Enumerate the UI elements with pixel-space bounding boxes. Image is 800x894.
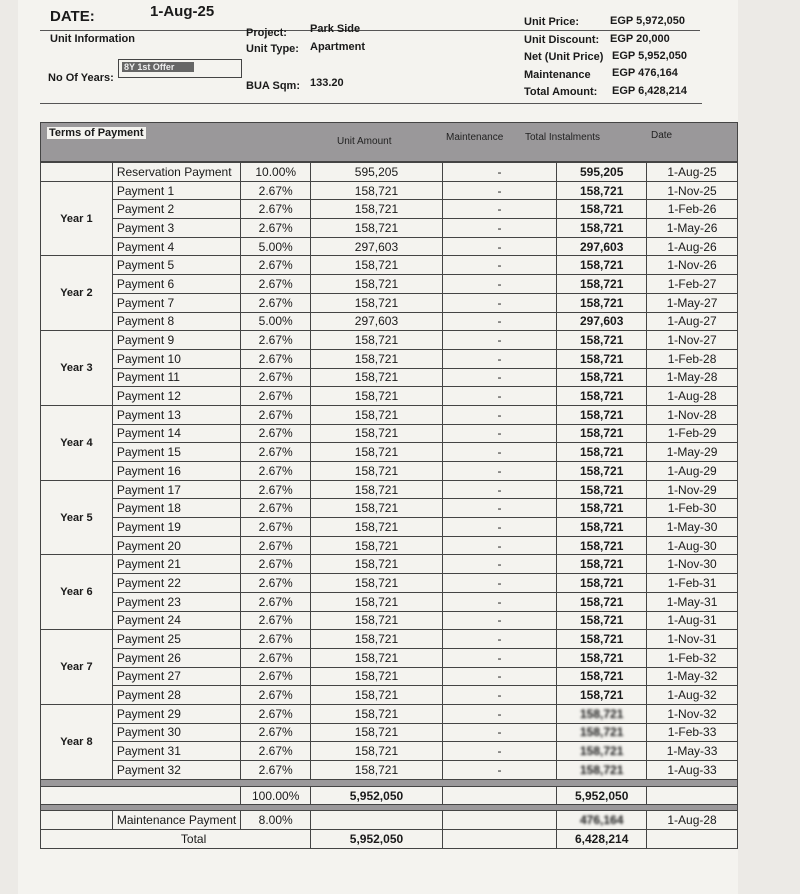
total-installment: 158,721 (557, 181, 647, 200)
table-row (41, 611, 738, 630)
payment-percent: 2.67% (241, 611, 311, 630)
payment-label: Payment 6 (112, 275, 240, 294)
payment-date: 1-Feb-30 (647, 499, 738, 518)
payment-date: 1-Nov-29 (647, 480, 738, 499)
table-row (41, 443, 738, 462)
table-row (41, 742, 738, 761)
net-unit-price-value: EGP 5,952,050 (612, 50, 688, 62)
payment-label: Payment 29 (112, 704, 240, 723)
payment-label: Payment 27 (112, 667, 240, 686)
table-row (41, 405, 738, 424)
payment-date: 1-Feb-28 (647, 349, 738, 368)
payment-percent: 2.67% (241, 256, 311, 275)
unit-amount: 158,721 (311, 368, 443, 387)
payment-percent: 5.00% (241, 312, 311, 331)
total-installment: 158,721 (557, 630, 647, 649)
total-installment: 158,721 (557, 368, 647, 387)
total-installment: 158,721 (557, 592, 647, 611)
payment-percent: 2.67% (241, 293, 311, 312)
maintenance-label: Maintenance Payment (112, 811, 240, 830)
unit-amount: 595,205 (311, 163, 443, 182)
header-divider (40, 30, 700, 31)
payment-date: 1-Aug-29 (647, 462, 738, 481)
payment-label: Payment 23 (112, 592, 240, 611)
table-row (41, 704, 738, 723)
years-label: No Of Years: (48, 72, 114, 84)
total-installment: 158,721 (557, 499, 647, 518)
unit-amount: 158,721 (311, 704, 443, 723)
payment-label: Payment 28 (112, 686, 240, 705)
payment-date: 1-Nov-26 (647, 256, 738, 275)
payment-label: Payment 8 (112, 312, 240, 331)
payment-date: 1-Feb-33 (647, 723, 738, 742)
maintenance-amount: - (442, 667, 556, 686)
payment-date: 1-May-31 (647, 592, 738, 611)
payment-date: 1-May-30 (647, 518, 738, 537)
year-label: Year 6 (41, 555, 113, 630)
maintenance-value: EGP 476,164 (612, 67, 678, 79)
payment-percent: 2.67% (241, 219, 311, 238)
total-maint-blank (442, 830, 556, 849)
payment-label: Payment 11 (112, 368, 240, 387)
table-row (41, 275, 738, 294)
payment-date: 1-Nov-25 (647, 181, 738, 200)
payment-date: 1-Aug-33 (647, 761, 738, 780)
payment-label: Payment 17 (112, 480, 240, 499)
maintenance-percent: 8.00% (241, 811, 311, 830)
payment-date: 1-Feb-32 (647, 648, 738, 667)
unit-amount: 158,721 (311, 200, 443, 219)
total-installment: 158,721 (557, 686, 647, 705)
payment-percent: 2.67% (241, 574, 311, 593)
total-amount: 5,952,050 (311, 830, 443, 849)
total-installment: 158,721 (557, 480, 647, 499)
year-label: Year 3 (41, 331, 113, 406)
table-row (41, 480, 738, 499)
header-bottom-line (40, 103, 702, 104)
date-label: DATE: (50, 8, 95, 25)
total-installment: 158,721 (557, 443, 647, 462)
payment-percent: 5.00% (241, 237, 311, 256)
net-unit-price-label: Net (Unit Price) (524, 51, 604, 63)
maintenance-amount: - (442, 686, 556, 705)
maintenance-amount: - (442, 219, 556, 238)
payment-date: 1-Aug-25 (647, 163, 738, 182)
col-date: Date (651, 130, 673, 141)
payment-percent: 2.67% (241, 592, 311, 611)
unit-amount: 158,721 (311, 592, 443, 611)
total-row (41, 830, 738, 849)
payment-date: 1-Feb-26 (647, 200, 738, 219)
payment-label: Payment 2 (112, 200, 240, 219)
unit-amount: 158,721 (311, 480, 443, 499)
maintenance-amount: - (442, 592, 556, 611)
total-installment: 158,721 (557, 574, 647, 593)
maintenance-maint-blank (442, 811, 556, 830)
total-installment: 158,721 (557, 536, 647, 555)
total-installment: 158,721 (557, 723, 647, 742)
unit-discount-value: EGP 20,000 (610, 33, 670, 45)
unit-amount: 158,721 (311, 424, 443, 443)
unit-price-value: EGP 5,972,050 (610, 15, 686, 27)
payment-date: 1-Nov-28 (647, 405, 738, 424)
payment-label: Payment 18 (112, 499, 240, 518)
maintenance-amount: - (442, 181, 556, 200)
payment-label: Payment 4 (112, 237, 240, 256)
unit-amount: 158,721 (311, 387, 443, 406)
payment-date: 1-May-32 (647, 667, 738, 686)
total-installment: 297,603 (557, 237, 647, 256)
bua-label: BUA Sqm: (246, 80, 300, 92)
year-cell-blank (41, 163, 113, 182)
payment-label: Payment 5 (112, 256, 240, 275)
unit-amount: 158,721 (311, 349, 443, 368)
payment-percent: 10.00% (241, 163, 311, 182)
unit-amount: 158,721 (311, 667, 443, 686)
payment-label: Payment 22 (112, 574, 240, 593)
payment-percent: 2.67% (241, 648, 311, 667)
total-installment: 158,721 (557, 648, 647, 667)
maintenance-amount: - (442, 163, 556, 182)
total-amount-value: EGP 6,428,214 (612, 85, 688, 97)
total-label: Total (41, 830, 311, 849)
table-row (41, 181, 738, 200)
payment-percent: 2.67% (241, 761, 311, 780)
maintenance-amount: - (442, 443, 556, 462)
maintenance-amount: - (442, 331, 556, 350)
table-row (41, 536, 738, 555)
table-row (41, 237, 738, 256)
maintenance-amount: - (442, 237, 556, 256)
table-row (41, 462, 738, 481)
payment-label: Payment 7 (112, 293, 240, 312)
table-row (41, 761, 738, 780)
maintenance-amount: - (442, 462, 556, 481)
payment-percent: 2.67% (241, 331, 311, 350)
total-installment: 158,721 (557, 742, 647, 761)
table-row (41, 349, 738, 368)
project-label: Project: (246, 27, 287, 39)
col-unit-amount: Unit Amount (337, 136, 392, 147)
unit-amount: 158,721 (311, 462, 443, 481)
payment-label: Payment 25 (112, 630, 240, 649)
payment-label: Payment 15 (112, 443, 240, 462)
maintenance-amount: - (442, 723, 556, 742)
payment-percent: 2.67% (241, 275, 311, 294)
table-row (41, 200, 738, 219)
sum-row (41, 786, 738, 805)
maintenance-amount: - (442, 574, 556, 593)
payment-percent: 2.67% (241, 555, 311, 574)
maintenance-amount: - (442, 480, 556, 499)
table-row (41, 387, 738, 406)
table-row (41, 163, 738, 182)
total-installment: 158,721 (557, 704, 647, 723)
payment-date: 1-Aug-32 (647, 686, 738, 705)
table-row (41, 331, 738, 350)
payment-date: 1-May-29 (647, 443, 738, 462)
payment-percent: 2.67% (241, 499, 311, 518)
maintenance-amount: - (442, 293, 556, 312)
table-row (41, 667, 738, 686)
table-row (41, 219, 738, 238)
table-row (41, 368, 738, 387)
total-installment: 297,603 (557, 312, 647, 331)
maintenance-label: Maintenance (524, 69, 591, 81)
unit-amount: 158,721 (311, 499, 443, 518)
payment-label: Payment 19 (112, 518, 240, 537)
date-value: 1-Aug-25 (150, 3, 215, 20)
sum-date-blank (647, 786, 738, 805)
maintenance-amount: - (442, 256, 556, 275)
total-installment: 158,721 (557, 219, 647, 238)
sum-blank (41, 786, 241, 805)
payment-label: Payment 3 (112, 219, 240, 238)
payment-label: Payment 9 (112, 331, 240, 350)
maintenance-amount: - (442, 761, 556, 780)
maintenance-amount: - (442, 499, 556, 518)
unit-amount: 158,721 (311, 293, 443, 312)
payment-percent: 2.67% (241, 630, 311, 649)
unit-amount: 158,721 (311, 219, 443, 238)
unit-amount: 158,721 (311, 611, 443, 630)
unit-amount: 158,721 (311, 742, 443, 761)
maintenance-amount: - (442, 611, 556, 630)
unit-amount: 297,603 (311, 237, 443, 256)
payment-label: Payment 21 (112, 555, 240, 574)
unit-amount: 158,721 (311, 443, 443, 462)
payment-percent: 2.67% (241, 181, 311, 200)
table-row (41, 555, 738, 574)
unit-amount: 158,721 (311, 405, 443, 424)
payment-date: 1-May-27 (647, 293, 738, 312)
unit-amount: 158,721 (311, 518, 443, 537)
payment-percent: 2.67% (241, 200, 311, 219)
table-row (41, 574, 738, 593)
table-row (41, 630, 738, 649)
table-row (41, 592, 738, 611)
table-row (41, 256, 738, 275)
payment-label: Payment 26 (112, 648, 240, 667)
unit-amount: 158,721 (311, 574, 443, 593)
maintenance-amount: - (442, 405, 556, 424)
payment-date: 1-Feb-31 (647, 574, 738, 593)
payment-rows (41, 163, 738, 849)
year-label: Year 8 (41, 704, 113, 779)
years-value: 8Y 1st Offer (122, 62, 194, 72)
payment-percent: 2.67% (241, 536, 311, 555)
unit-amount: 158,721 (311, 331, 443, 350)
payment-percent: 2.67% (241, 424, 311, 443)
maintenance-amount: - (442, 536, 556, 555)
payment-percent: 2.67% (241, 667, 311, 686)
payment-label: Payment 1 (112, 181, 240, 200)
year-label: Year 1 (41, 181, 113, 256)
terms-title: Terms of Payment (49, 127, 144, 139)
maintenance-amount: - (442, 312, 556, 331)
payment-percent: 2.67% (241, 349, 311, 368)
total-installment: 158,721 (557, 293, 647, 312)
unit-type-label: Unit Type: (246, 43, 299, 55)
terms-header-bar (40, 122, 738, 162)
maintenance-blank (41, 811, 113, 830)
payment-percent: 2.67% (241, 387, 311, 406)
maintenance-amount: - (442, 200, 556, 219)
total-installments: 6,428,214 (557, 830, 647, 849)
payment-label: Payment 10 (112, 349, 240, 368)
year-label: Year 2 (41, 256, 113, 331)
unit-amount: 158,721 (311, 723, 443, 742)
sum-maint-blank (442, 786, 556, 805)
table-row (41, 723, 738, 742)
payment-date: 1-Nov-27 (647, 331, 738, 350)
payment-date: 1-Nov-32 (647, 704, 738, 723)
maintenance-row (41, 811, 738, 830)
payment-date: 1-May-26 (647, 219, 738, 238)
sum-percent: 100.00% (241, 786, 311, 805)
payment-label: Payment 31 (112, 742, 240, 761)
years-field (118, 59, 242, 78)
maintenance-amount: - (442, 630, 556, 649)
payment-percent: 2.67% (241, 686, 311, 705)
unit-type-value: Apartment (310, 41, 366, 53)
payment-label: Payment 13 (112, 405, 240, 424)
table-row (41, 312, 738, 331)
maintenance-total: 476,164 (557, 811, 647, 830)
payment-date: 1-Aug-30 (647, 536, 738, 555)
table-row (41, 648, 738, 667)
total-installment: 158,721 (557, 331, 647, 350)
unit-amount: 158,721 (311, 536, 443, 555)
payment-label: Payment 24 (112, 611, 240, 630)
total-installment: 158,721 (557, 424, 647, 443)
total-installment: 158,721 (557, 275, 647, 294)
payment-percent: 2.67% (241, 462, 311, 481)
payment-date: 1-Nov-31 (647, 630, 738, 649)
unit-amount: 297,603 (311, 312, 443, 331)
table-row (41, 686, 738, 705)
payment-label: Payment 12 (112, 387, 240, 406)
unit-price-label: Unit Price: (524, 16, 580, 28)
total-amount-label: Total Amount: (524, 86, 598, 98)
total-installment: 158,721 (557, 518, 647, 537)
total-installment: 595,205 (557, 163, 647, 182)
payment-percent: 2.67% (241, 480, 311, 499)
maintenance-amount: - (442, 349, 556, 368)
payment-percent: 2.67% (241, 368, 311, 387)
payment-date: 1-Feb-29 (647, 424, 738, 443)
payment-percent: 2.67% (241, 742, 311, 761)
total-installment: 158,721 (557, 200, 647, 219)
unit-amount: 158,721 (311, 648, 443, 667)
payment-label: Payment 20 (112, 536, 240, 555)
maintenance-amount: - (442, 648, 556, 667)
total-installment: 158,721 (557, 555, 647, 574)
maintenance-amount: - (442, 275, 556, 294)
year-label: Year 4 (41, 405, 113, 480)
total-date-blank (647, 830, 738, 849)
payment-label: Payment 14 (112, 424, 240, 443)
maintenance-amount: - (442, 555, 556, 574)
maintenance-amount: - (442, 424, 556, 443)
maintenance-amount: - (442, 368, 556, 387)
table-row (41, 293, 738, 312)
payment-percent: 2.67% (241, 405, 311, 424)
payment-date: 1-Feb-27 (647, 275, 738, 294)
sum-total: 5,952,050 (557, 786, 647, 805)
year-label: Year 7 (41, 630, 113, 705)
unit-amount: 158,721 (311, 256, 443, 275)
col-maintenance: Maintenance (446, 132, 504, 143)
total-installment: 158,721 (557, 667, 647, 686)
payment-date: 1-Aug-28 (647, 387, 738, 406)
unit-information-label: Unit Information (50, 33, 135, 45)
total-installment: 158,721 (557, 256, 647, 275)
payment-date: 1-Aug-31 (647, 611, 738, 630)
table-row (41, 518, 738, 537)
payment-date: 1-Aug-27 (647, 312, 738, 331)
year-label: Year 5 (41, 480, 113, 555)
unit-amount: 158,721 (311, 181, 443, 200)
maintenance-amount: - (442, 704, 556, 723)
col-total-installments: Total Instalments (525, 132, 601, 143)
total-installment: 158,721 (557, 761, 647, 780)
maintenance-amount: - (442, 518, 556, 537)
payment-label: Payment 16 (112, 462, 240, 481)
unit-amount: 158,721 (311, 686, 443, 705)
spacer-cell (41, 779, 738, 786)
unit-discount-label: Unit Discount: (524, 34, 600, 46)
payment-date: 1-Nov-30 (647, 555, 738, 574)
payment-label: Reservation Payment (112, 163, 240, 182)
maintenance-date: 1-Aug-28 (647, 811, 738, 830)
total-installment: 158,721 (557, 405, 647, 424)
total-installment: 158,721 (557, 387, 647, 406)
total-installment: 158,721 (557, 349, 647, 368)
maintenance-amount: - (442, 387, 556, 406)
payment-date: 1-Aug-26 (647, 237, 738, 256)
payment-label: Payment 32 (112, 761, 240, 780)
unit-amount: 158,721 (311, 630, 443, 649)
payment-percent: 2.67% (241, 704, 311, 723)
project-value: Park Side (310, 23, 361, 35)
table-row (41, 499, 738, 518)
sum-amount: 5,952,050 (311, 786, 443, 805)
payment-date: 1-May-28 (647, 368, 738, 387)
payment-label: Payment 30 (112, 723, 240, 742)
payment-percent: 2.67% (241, 518, 311, 537)
payment-percent: 2.67% (241, 443, 311, 462)
unit-amount: 158,721 (311, 555, 443, 574)
total-installment: 158,721 (557, 462, 647, 481)
bua-value: 133.20 (310, 77, 344, 89)
spacer-row (41, 779, 738, 786)
unit-amount: 158,721 (311, 275, 443, 294)
total-installment: 158,721 (557, 611, 647, 630)
maintenance-amount-blank (311, 811, 443, 830)
maintenance-amount: - (442, 742, 556, 761)
unit-amount: 158,721 (311, 761, 443, 780)
table-row (41, 424, 738, 443)
payment-date: 1-May-33 (647, 742, 738, 761)
payment-percent: 2.67% (241, 723, 311, 742)
payment-schedule-table (40, 162, 738, 849)
